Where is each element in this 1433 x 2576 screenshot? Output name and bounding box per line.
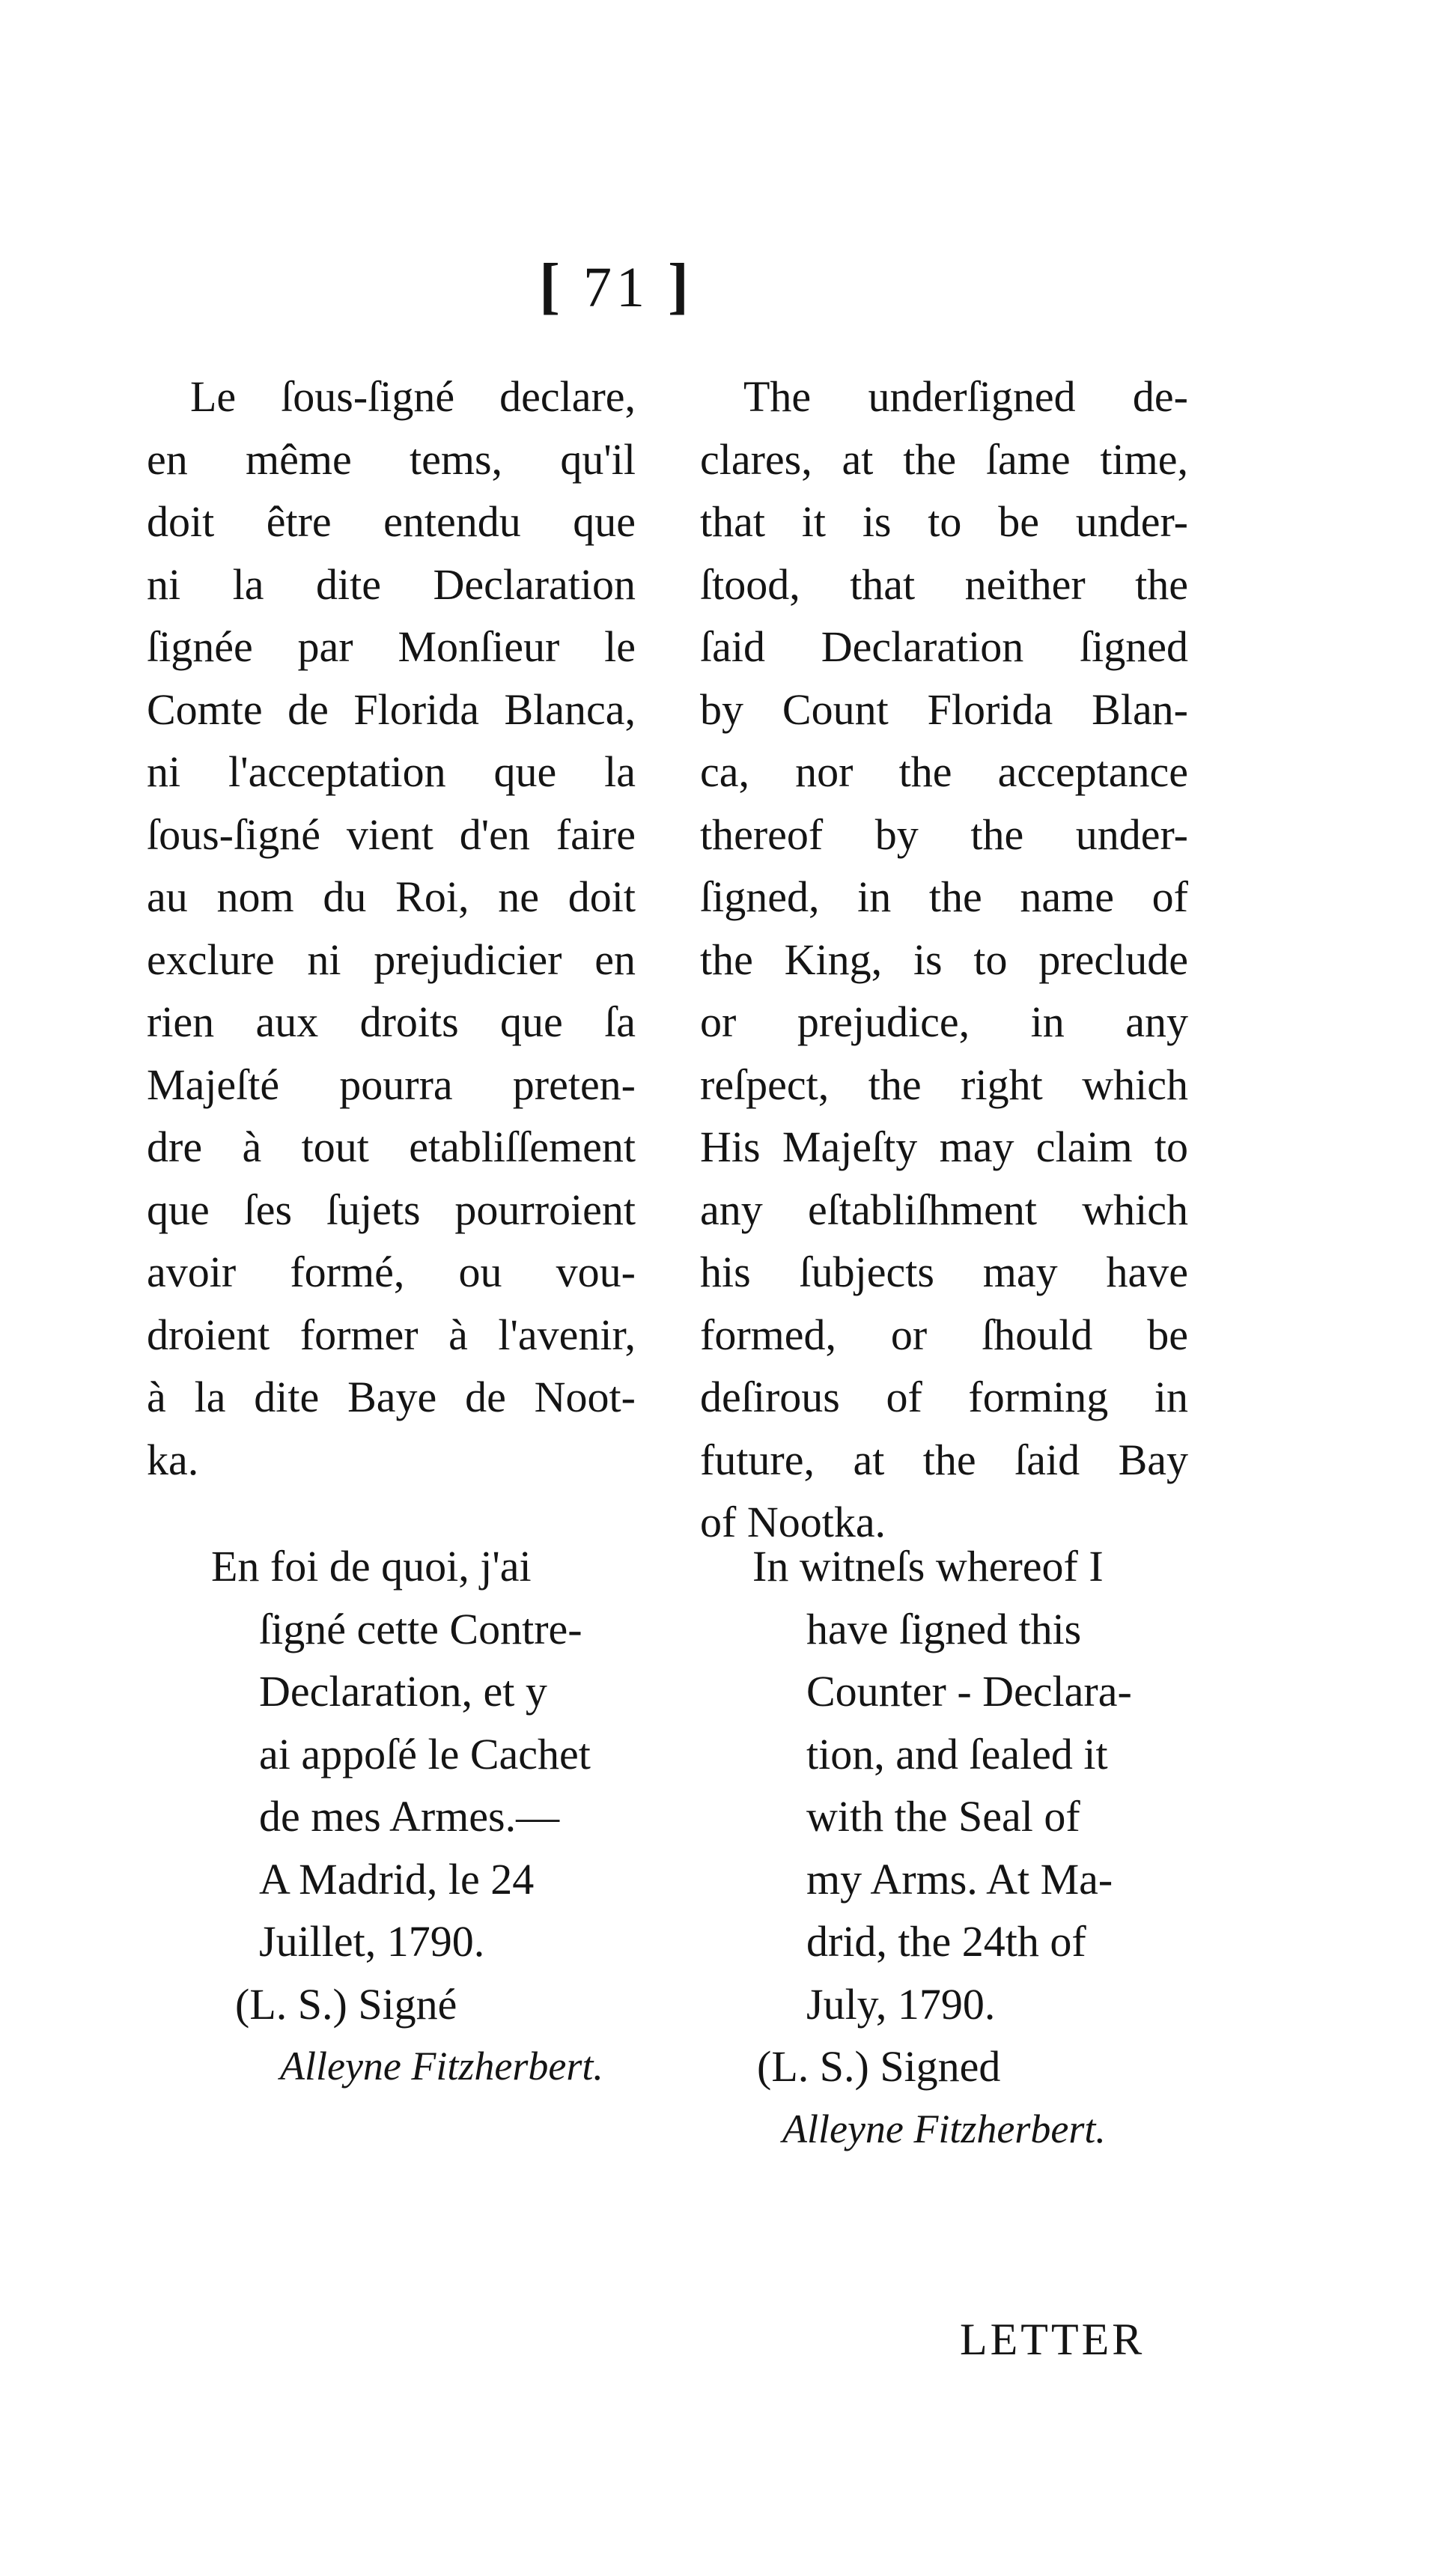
french-closing-line: En foi de quoi, j'ai bbox=[211, 1542, 532, 1591]
english-closing-line: have ſigned this bbox=[806, 1604, 1082, 1653]
english-line: by Count Florida Blan- bbox=[700, 684, 1188, 734]
english-closing bbox=[700, 1535, 1188, 2160]
english-line: The underſigned de- bbox=[743, 372, 1188, 421]
english-signature: Alleyne Fitzherbert. bbox=[782, 2106, 1106, 2151]
english-line: deſirous of forming in bbox=[700, 1373, 1188, 1421]
english-line: of Nootka. bbox=[700, 1498, 886, 1546]
page-number bbox=[539, 251, 693, 321]
french-closing-line: Juillet, 1790. bbox=[259, 1917, 485, 1966]
english-line: thereof by the under- bbox=[700, 809, 1188, 859]
english-line: any eſtabliſhment which bbox=[700, 1185, 1188, 1234]
french-line: exclure ni prejudicier en bbox=[147, 935, 636, 984]
french-line: dre à tout etabliſſement bbox=[147, 1123, 636, 1171]
catchword: LETTER bbox=[960, 2315, 1146, 2364]
english-closing-line: my Arms. At Ma- bbox=[806, 1854, 1113, 1904]
bracket-close: ] bbox=[667, 251, 693, 321]
english-line: ſtood, that neither the bbox=[700, 559, 1188, 609]
english-closing-line: Counter - Declara- bbox=[806, 1667, 1132, 1716]
english-closing-line: July, 1790. bbox=[806, 1979, 996, 2029]
english-line: formed, or ſhould be bbox=[700, 1310, 1188, 1359]
english-line: ſigned, in the name of bbox=[700, 872, 1188, 921]
french-line: au nom du Roi, ne doit bbox=[147, 872, 636, 921]
english-line: that it is to be under- bbox=[700, 497, 1188, 546]
french-closing-line: de mes Armes.— bbox=[259, 1792, 560, 1841]
french-column bbox=[147, 365, 636, 1491]
english-line: ca, nor the acceptance bbox=[700, 747, 1188, 796]
page-number-value: 71 bbox=[582, 256, 649, 319]
english-line: reſpect, the right which bbox=[700, 1060, 1188, 1109]
bracket-open: [ bbox=[539, 251, 565, 321]
english-column bbox=[700, 365, 1188, 1554]
french-line: ni la dite Declaration bbox=[147, 559, 636, 609]
french-line: ka. bbox=[147, 1435, 199, 1484]
english-line: ſaid Declaration ſigned bbox=[700, 622, 1188, 671]
french-closing bbox=[147, 1535, 636, 2098]
french-line: Le ſous-ſigné declare, bbox=[190, 372, 636, 421]
english-line: the King, is to preclude bbox=[700, 935, 1188, 984]
french-line: ſignée par Monſieur le bbox=[147, 622, 636, 671]
french-paragraph bbox=[147, 365, 636, 1491]
english-line: his ſubjects may have bbox=[700, 1248, 1188, 1296]
english-line: or prejudice, in any bbox=[700, 997, 1188, 1046]
french-line: ni l'acceptation que la bbox=[147, 747, 636, 796]
english-closing-line: with the Seal of bbox=[806, 1792, 1080, 1841]
french-line: avoir formé, ou vou- bbox=[147, 1248, 636, 1296]
english-closing-line: tion, and ſealed it bbox=[806, 1729, 1108, 1778]
english-line: His Majeſty may claim to bbox=[700, 1123, 1188, 1171]
french-closing-line: A Madrid, le 24 bbox=[259, 1854, 535, 1904]
french-line: rien aux droits que ſa bbox=[147, 997, 636, 1046]
french-line: doit être entendu que bbox=[147, 497, 636, 546]
french-line: droient former à l'avenir, bbox=[147, 1310, 636, 1359]
french-closing-line: ai appoſé le Cachet bbox=[259, 1729, 591, 1778]
french-signature: Alleyne Fitzherbert. bbox=[280, 2044, 603, 2089]
french-line: Majeſté pourra preten- bbox=[147, 1060, 636, 1109]
english-line: clares, at the ſame time, bbox=[700, 434, 1188, 484]
english-paragraph bbox=[700, 365, 1188, 1554]
french-line: Comte de Florida Blanca, bbox=[147, 684, 636, 734]
english-closing-line: drid, the 24th of bbox=[806, 1917, 1086, 1966]
french-line: ſous-ſigné vient d'en faire bbox=[147, 809, 636, 859]
english-closing-line: In witneſs whereof I bbox=[752, 1542, 1104, 1591]
french-seal: (L. S.) Signé bbox=[235, 1979, 457, 2029]
french-line: que ſes ſujets pourroient bbox=[147, 1185, 636, 1234]
french-line: à la dite Baye de Noot- bbox=[147, 1373, 636, 1421]
english-line: future, at the ſaid Bay bbox=[700, 1435, 1188, 1484]
french-closing-line: Declaration, et y bbox=[259, 1667, 547, 1716]
french-closing-line: ſigné cette Contre- bbox=[259, 1604, 582, 1653]
french-line: en même tems, qu'il bbox=[147, 434, 636, 484]
english-seal: (L. S.) Signed bbox=[757, 2042, 1001, 2091]
